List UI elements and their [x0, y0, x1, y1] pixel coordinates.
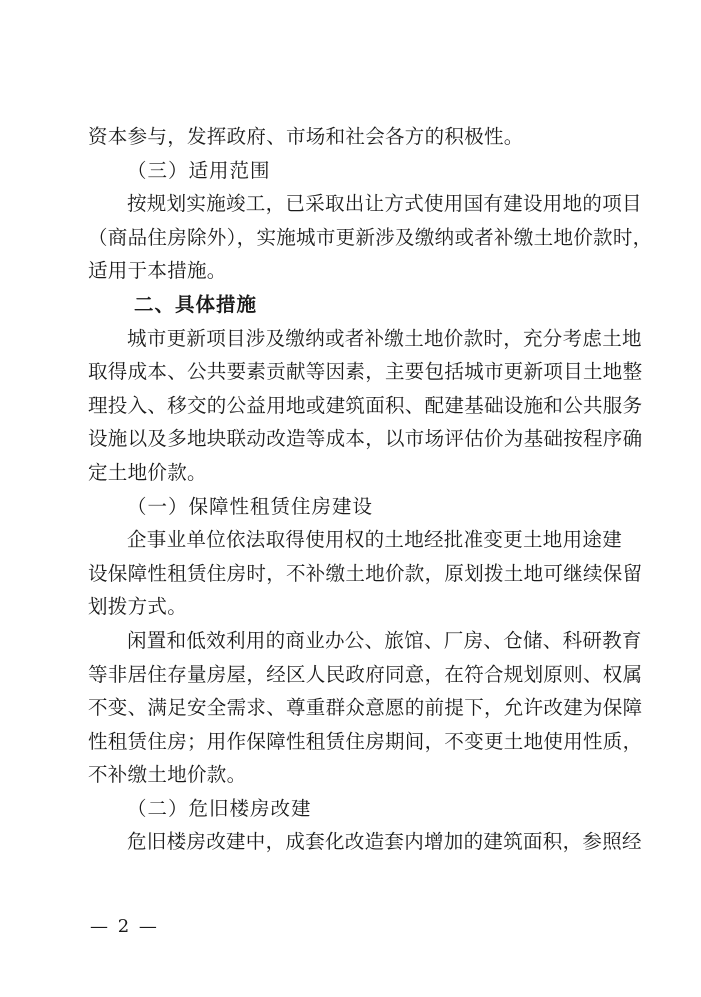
paragraph-line: 不补缴土地价款。: [88, 763, 247, 787]
paragraph-line: 不变、满足安全需求、尊重群众意愿的前提下，允许改建为保障: [88, 696, 643, 720]
paragraph-line: 资本参与，发挥政府、市场和社会各方的积极性。: [88, 125, 524, 148]
paragraph-line: 适用于本措施。: [88, 259, 227, 283]
paragraph-line: 危旧楼房改建中，成套化改造套内增加的建筑面积，参照经: [127, 830, 642, 854]
paragraph-line: 企事业单位依法取得使用权的土地经批准变更土地用途建: [127, 528, 623, 552]
paragraph-line: 设施以及多地块联动改造等成本，以市场评估价为基础按程序确: [88, 427, 643, 451]
paragraph-line: 按规划实施竣工，已采取出让方式使用国有建设用地的项目: [127, 192, 642, 216]
paragraph-line: 性租赁住房；用作保障性租赁住房期间，不变更土地使用性质，: [88, 729, 643, 753]
section-subheading-rental-housing: （一）保障性租赁住房建设: [127, 494, 374, 518]
section-subheading-dilapidated-buildings: （二）危旧楼房改建: [127, 796, 312, 820]
paragraph-line: 闲置和低效利用的商业办公、旅馆、厂房、仓储、科研教育: [127, 628, 642, 652]
paragraph-line: 理投入、移交的公益用地或建筑面积、配建基础设施和公共服务: [88, 393, 643, 417]
paragraph-line: （商品住房除外），实施城市更新涉及缴纳或者补缴土地价款时，: [88, 225, 653, 249]
paragraph-line: 划拨方式。: [88, 595, 188, 619]
paragraph-line: 设保障性租赁住房时，不补缴土地价款，原划拨土地可继续保留: [88, 561, 643, 585]
paragraph-line: 取得成本、公共要素贡献等因素，主要包括城市更新项目土地整: [88, 360, 643, 384]
document-body: [88, 120, 653, 859]
paragraph-line: 等非居住存量房屋，经区人民政府同意，在符合规划原则、权属: [88, 662, 643, 686]
paragraph-line: 城市更新项目涉及缴纳或者补缴土地价款时，充分考虑土地: [127, 326, 642, 350]
paragraph-line: 定土地价款。: [88, 460, 207, 484]
section-subheading-scope: （三）适用范围: [127, 158, 271, 182]
section-heading-measures: 二、具体措施: [134, 292, 258, 316]
page-number: — 2 —: [90, 916, 159, 937]
